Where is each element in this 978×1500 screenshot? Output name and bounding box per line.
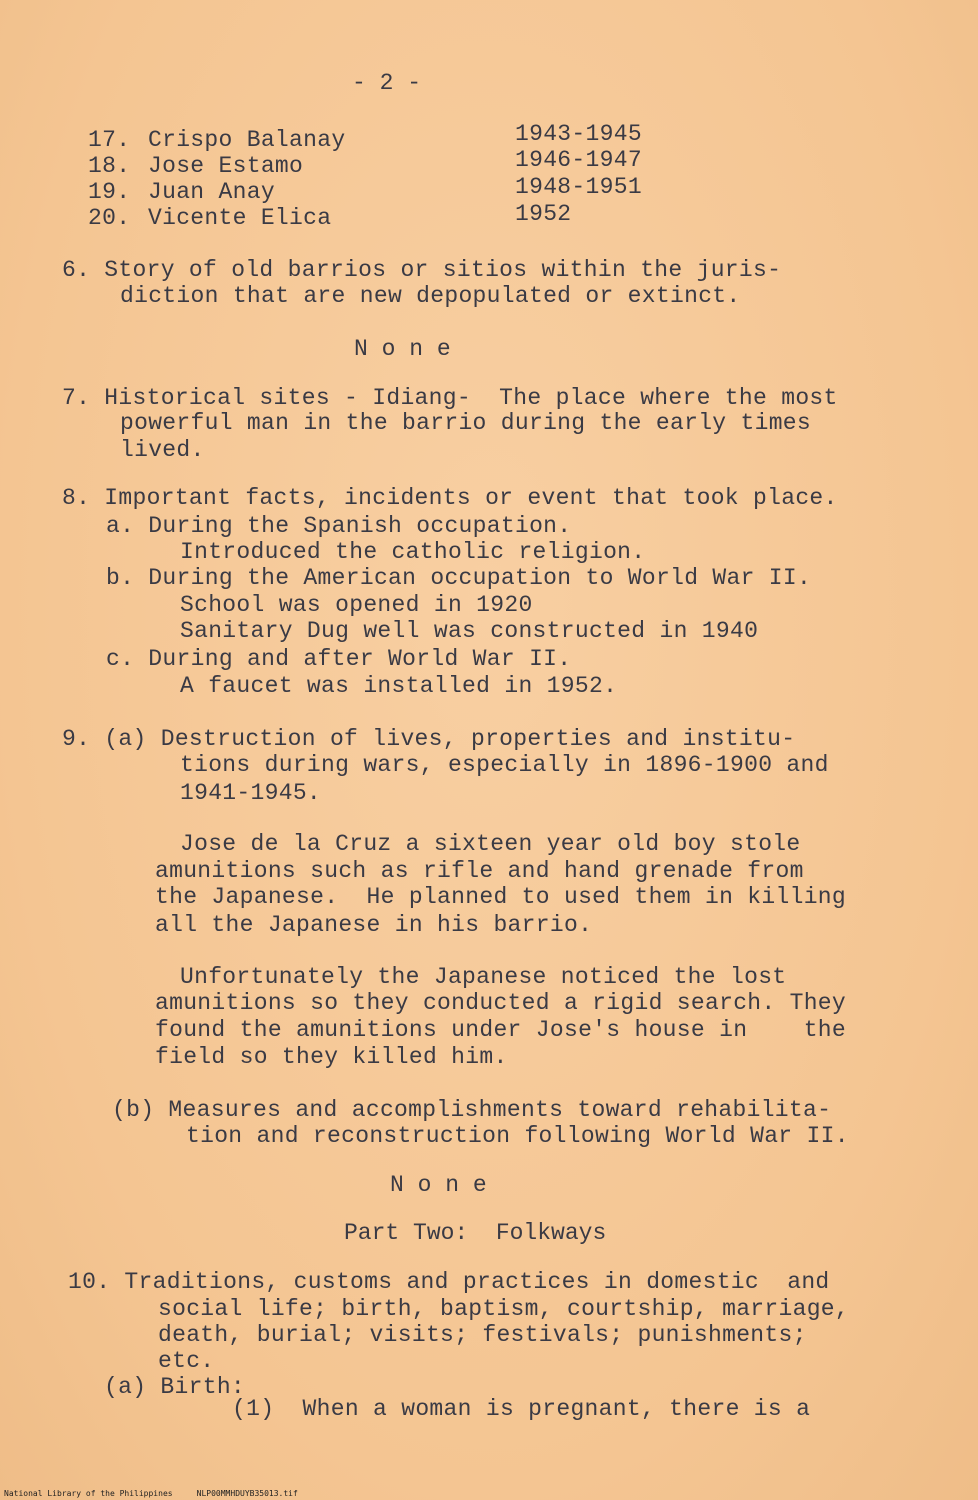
item7-line: powerful man in the barrio during the early times — [120, 410, 812, 436]
item9-b-line: tion and reconstruction following World War II. — [186, 1123, 849, 1149]
item8-a-detail: Introduced the catholic religion. — [180, 539, 646, 565]
item8-b-detail: Sanitary Dug well was constructed in 1940 — [180, 618, 759, 644]
item7-line: lived. — [120, 437, 205, 463]
item10-line: social life; birth, baptism, courtship, marriage, — [158, 1296, 850, 1322]
item9-paragraph-line: amunitions such as rifle and hand grenade from — [155, 858, 804, 884]
item9-paragraph-line: the Japanese. He planned to used them in killing — [155, 884, 847, 910]
item10-line: 10. Traditions, customs and practices in domestic and — [68, 1269, 830, 1295]
item6-line: diction that are new depopulated or extinct. — [120, 283, 741, 309]
item10-line: death, burial; visits; festivals; punishments; — [158, 1322, 807, 1348]
official-name: Vicente Elica — [148, 205, 332, 231]
official-name: Crispo Balanay — [148, 127, 346, 153]
official-num: 18. — [88, 153, 131, 179]
item10-a: (a) Birth: — [104, 1374, 246, 1400]
item8-b: b. During the American occupation to World War II. — [106, 565, 812, 591]
item9-paragraph-line: field so they killed him. — [155, 1044, 508, 1070]
item8-a: a. During the Spanish occupation. — [106, 513, 572, 539]
page-number: - 2 - — [352, 70, 422, 96]
official-years: 1946-1947 — [515, 147, 642, 173]
official-name: Juan Anay — [148, 179, 275, 205]
official-num: 20. — [88, 205, 131, 231]
part-two-heading: Part Two: Folkways — [344, 1220, 607, 1246]
official-years: 1952 — [515, 201, 572, 227]
item9-paragraph-line: Jose de la Cruz a sixteen year old boy stole — [180, 831, 801, 857]
item9-line: 9. (a) Destruction of lives, properties and institu- — [62, 726, 796, 752]
item8-c-detail: A faucet was installed in 1952. — [180, 673, 618, 699]
item9-paragraph-line: all the Japanese in his barrio. — [155, 912, 593, 938]
footer-source: National Library of the Philippines NLP00MMHDUYB35013.tif — [4, 1489, 298, 1498]
official-num: 17. — [88, 127, 131, 153]
item9-b-line: (b) Measures and accomplishments toward rehabilita- — [112, 1097, 832, 1123]
official-years: 1943-1945 — [515, 121, 642, 147]
item7-line: 7. Historical sites - Idiang- The place where the most — [62, 385, 838, 411]
item9-line: tions during wars, especially in 1896-1900 and — [180, 752, 829, 778]
official-num: 19. — [88, 179, 131, 205]
official-name: Jose Estamo — [148, 153, 304, 179]
item8-line: 8. Important facts, incidents or event that took place. — [62, 485, 838, 511]
item9-paragraph-line: found the amunitions under Jose's house in the — [155, 1017, 847, 1043]
item9-paragraph-line: amunitions so they conducted a rigid search. They — [155, 990, 847, 1016]
item8-c: c. During and after World War II. — [106, 646, 572, 672]
item10-line: etc. — [158, 1348, 215, 1374]
item9-paragraph-line: Unfortunately the Japanese noticed the lost — [180, 964, 787, 990]
item9-line: 1941-1945. — [180, 780, 322, 806]
item8-b-detail: School was opened in 1920 — [180, 592, 533, 618]
item6-line: 6. Story of old barrios or sitios within the juris- — [62, 257, 782, 283]
item6-answer: N o n e — [354, 336, 451, 362]
official-years: 1948-1951 — [515, 174, 642, 200]
item10-a-detail: (1) When a woman is pregnant, there is a — [232, 1396, 811, 1422]
item9-answer: N o n e — [390, 1172, 487, 1198]
